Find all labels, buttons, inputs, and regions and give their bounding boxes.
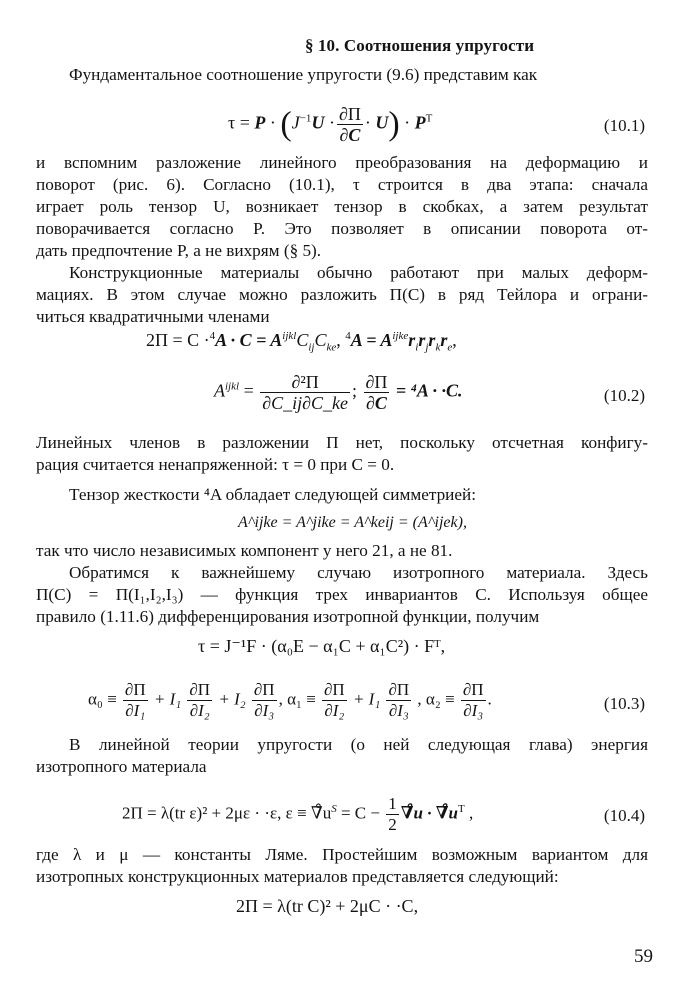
paragraph-6: Обратимся к важнейшему случаю изотропного материала. Здесь П(C) = П(I₁,I₂,I₃) — функция трех инвариантов C. Используя общее правило (1.11.6) дифференцирования изотропной функции, получим bbox=[36, 563, 648, 626]
paragraph-5: так что число независимых компонент у него 21, а не 81. bbox=[36, 541, 453, 560]
intro-paragraph bbox=[36, 64, 648, 86]
paragraph-7: В линейной теории упругости (о ней следующая глава) энергия изотропного материала bbox=[36, 735, 648, 776]
paragraph-3: Линейных членов в разложении П нет, поскольку отсчетная конфигу- рация считается ненапряженной: τ = 0 при C = 0. bbox=[36, 433, 648, 474]
equation-number: (10.4) bbox=[603, 806, 645, 825]
paragraph-4: Тензор жесткости ⁴A обладает следующей симметрией: bbox=[69, 485, 476, 504]
fraction: $\frac{\partial П}{\partial C}$ bbox=[365, 372, 388, 413]
fraction: $\frac{\text{∂²П}}{\partial C\_ij\partial C\_ke}$ bbox=[262, 372, 348, 413]
paragraph-1: и вспомним разложение линейного преобразования на деформацию и поворот (рис. 6). Согласно (10.1), τ строится в два этапа: сначала играет роль тензор U, возникает тензор в скобках, а затем результат поворачивается согласно P. Это позволяет в описании поворота от- дать предпочтение P, а не вихрям (§ 5). bbox=[36, 153, 648, 260]
equation-number: (10.3) bbox=[603, 694, 645, 713]
equation-final: 2П = λ(tr C)² + 2μC · ·C, bbox=[236, 896, 419, 916]
fraction: $\frac{\partial\Pi}{\partial C}$ bbox=[338, 104, 361, 145]
page-number: 59 bbox=[634, 946, 653, 967]
text-line: Фундаментальное соотношение упругости (9.6) представим как bbox=[69, 65, 538, 84]
equation-10-2-expansion: $2П = C \cdot^4A \cdot C = A^{ijkl}C_{ij}C_{ke}$, $^4A = A^{ijke}r_ir_jr_kr_e$, bbox=[146, 330, 457, 354]
section-heading: § 10. Соотношения упругости bbox=[305, 36, 535, 55]
equation-10-2: $A^{ijkl}$ = $\frac{\text{∂²П}}{\partial C\_ij\partial C\_ke}$ ; $\frac{\partial П}{\partial C}$ = ⁴A · ·C. (10.2) bbox=[214, 372, 645, 413]
paragraph-2: Конструкционные материалы обычно работают при малых деформ- мациях. В этом случае можно разложить П(C) в ряд Тейлора и ограни- читься квадратичными членами bbox=[36, 263, 648, 326]
equation-number: (10.1) bbox=[603, 116, 645, 135]
paragraph-8: где λ и μ — константы Ляме. Простейшим возможным вариантом для изотропных конструкционных материалов представляется следующий: bbox=[36, 845, 648, 886]
equation-10-3: α₀ ≡ $\frac{\partial П}{\text{∂I₁}}$ + I₁ $\frac{\partial П}{\text{∂I₂}}$ + I₂ $\frac{\partial П}{\text{∂I₃}}$ , α₁ ≡ $\frac{\partial П}{\text{∂I₂}}$ + I₁ $\frac{\partial П}{\text{∂I₃}}$ , α₂ ≡ $\frac{\partial П}{\text{∂I₃}}$ . (10.3) bbox=[88, 680, 645, 720]
equation-symmetry: A^ijke = A^jike = A^keij = (A^ijek), bbox=[238, 514, 467, 531]
equation-number: (10.2) bbox=[603, 386, 645, 405]
equation-tau-isotropic: τ = J⁻¹F · (α₀E − α₁C + α₁C²) · Fᵀ, bbox=[198, 636, 446, 656]
equation-10-4: 2П = λ(tr ε)² + 2με · ·ε, $\varepsilon \equiv \nablåu^S = C$ − $\frac{1}{2}$ ∇̊u · $\nablåu^T$ , (10.4) bbox=[122, 794, 645, 834]
equation-10-1: $\tau = P \cdot (J^{-1}U$ · $\frac{\partial\Pi}{\partial C}$ · $U) \cdot P^T$ (10.1) bbox=[228, 104, 645, 145]
